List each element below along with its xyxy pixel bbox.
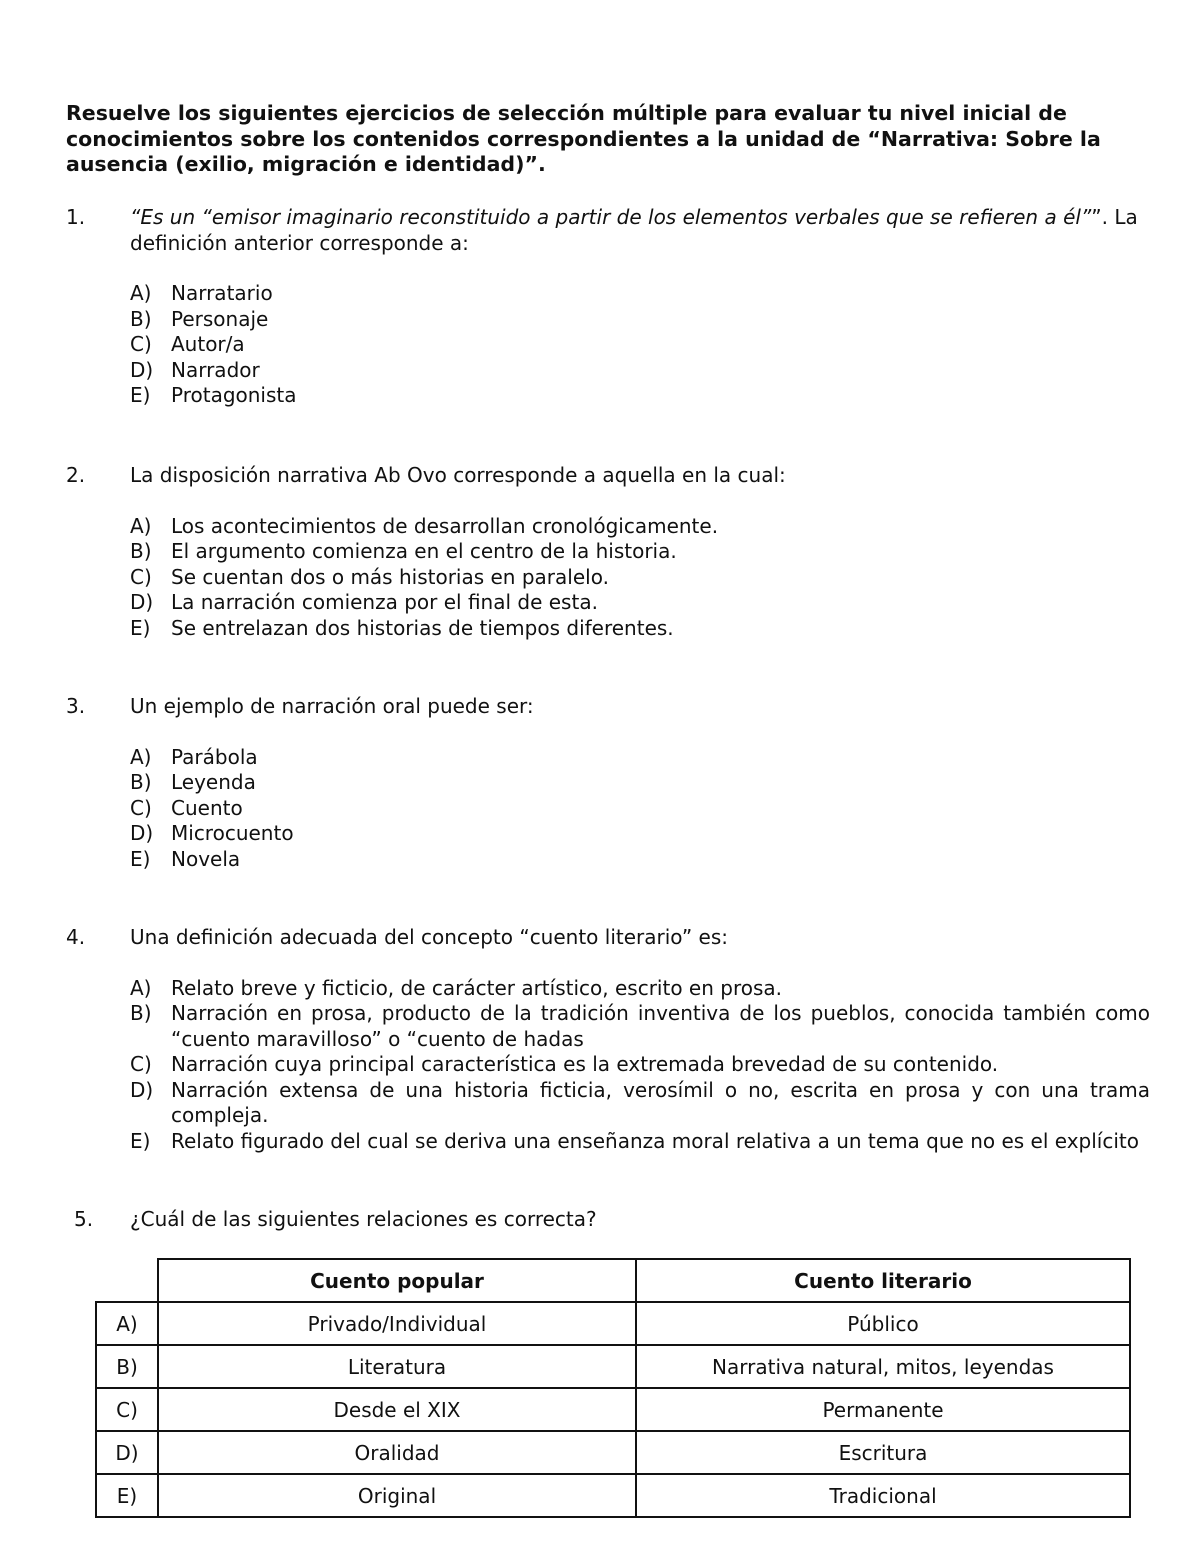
column-header-literario: Cuento literario bbox=[636, 1259, 1130, 1302]
option-text: Narración cuya principal característica es la extremada brevedad de su contenido. bbox=[171, 1052, 999, 1076]
option-text: Relato figurado del cual se deriva una enseñanza moral relativa a un tema que no es el explícito bbox=[171, 1128, 1139, 1153]
answer-option[interactable] bbox=[130, 383, 1150, 409]
option-text: Autor/a bbox=[171, 332, 245, 356]
question-text: Un ejemplo de narración oral puede ser: bbox=[130, 694, 534, 718]
question-3 bbox=[66, 694, 1150, 872]
option-letter: E) bbox=[130, 1128, 151, 1153]
answer-options bbox=[66, 745, 1150, 873]
cell-popular: Literatura bbox=[158, 1345, 636, 1388]
answer-option[interactable] bbox=[130, 1078, 1150, 1129]
answer-option[interactable] bbox=[130, 307, 1150, 333]
answer-option[interactable] bbox=[130, 358, 1150, 384]
table-corner bbox=[96, 1259, 158, 1302]
question-1 bbox=[66, 205, 1150, 409]
option-letter: C) bbox=[130, 795, 152, 820]
answer-option[interactable] bbox=[130, 847, 1150, 873]
option-letter: A) bbox=[130, 744, 152, 769]
option-text: Relato breve y ficticio, de carácter artístico, escrito en prosa. bbox=[171, 975, 782, 1000]
answer-option[interactable] bbox=[130, 976, 1150, 1002]
question-number: 1. bbox=[66, 205, 86, 229]
answer-option[interactable] bbox=[130, 616, 1150, 642]
option-text: Narración en prosa, producto de la tradición inventiva de los pueblos, conocida también como “cuento maravilloso” o “cuento de hadas bbox=[171, 1001, 1150, 1051]
answer-option[interactable] bbox=[130, 332, 1150, 358]
question-stem bbox=[66, 205, 1150, 256]
question-text: ¿Cuál de las siguientes relaciones es correcta? bbox=[130, 1207, 597, 1231]
question-number: 3. bbox=[66, 694, 86, 718]
row-letter: C) bbox=[96, 1388, 158, 1431]
question-4 bbox=[66, 925, 1150, 1154]
answer-options bbox=[66, 514, 1150, 642]
option-text: Los acontecimientos de desarrollan cronológicamente. bbox=[171, 513, 719, 538]
answer-options bbox=[66, 281, 1150, 409]
question-stem bbox=[66, 694, 1150, 720]
option-letter: D) bbox=[130, 1077, 154, 1102]
question-quote: “Es un “emisor imaginario reconstituido a partir de los elementos verbales que se refieren a él” bbox=[130, 205, 1092, 229]
option-text: Narratario bbox=[171, 281, 273, 305]
option-letter: B) bbox=[130, 1001, 152, 1025]
option-text: Leyenda bbox=[171, 770, 256, 794]
answer-options bbox=[66, 976, 1150, 1155]
table-row[interactable] bbox=[96, 1388, 1130, 1431]
option-letter: B) bbox=[130, 770, 152, 794]
option-text: Protagonista bbox=[171, 383, 297, 407]
answer-option[interactable] bbox=[130, 590, 1150, 616]
option-letter: C) bbox=[130, 564, 152, 589]
option-text: Cuento bbox=[171, 795, 243, 820]
answer-option[interactable] bbox=[130, 770, 1150, 796]
option-letter: D) bbox=[130, 357, 154, 382]
option-text: La narración comienza por el final de esta. bbox=[171, 590, 598, 614]
answer-option[interactable] bbox=[130, 514, 1150, 540]
cell-popular: Desde el XIX bbox=[158, 1388, 636, 1431]
instructions-heading: Resuelve los siguientes ejercicios de selección múltiple para evaluar tu nivel inicial de conocimientos sobre los contenidos correspondientes a la unidad de “Narrativa: Sobre la ausencia (exilio, migración e identidad)”. bbox=[66, 101, 1101, 176]
row-letter: B) bbox=[96, 1345, 158, 1388]
question-text: Una definición adecuada del concepto “cuento literario” es: bbox=[130, 925, 728, 949]
option-text: Novela bbox=[171, 846, 241, 871]
answer-option[interactable] bbox=[130, 821, 1150, 847]
question-stem bbox=[66, 925, 1150, 951]
table-row[interactable] bbox=[96, 1302, 1130, 1345]
option-letter: A) bbox=[130, 281, 152, 305]
question-text: ”. La definición anterior corresponde a: bbox=[130, 205, 1138, 255]
option-text: Personaje bbox=[171, 306, 269, 331]
answer-option[interactable] bbox=[130, 281, 1150, 307]
question-5 bbox=[74, 1207, 1158, 1233]
option-text: Narración extensa de una historia ficticia, verosímil o no, escrita en prosa y con una trama compleja. bbox=[171, 1077, 1150, 1127]
cell-popular: Original bbox=[158, 1474, 636, 1517]
question-number: 4. bbox=[66, 925, 86, 949]
answer-option[interactable] bbox=[130, 796, 1150, 822]
option-letter: B) bbox=[130, 306, 152, 331]
answer-option[interactable] bbox=[130, 1129, 1150, 1155]
option-text: Narrador bbox=[171, 357, 260, 382]
relations-table bbox=[95, 1258, 1131, 1518]
answer-option[interactable] bbox=[130, 1001, 1150, 1052]
row-letter: E) bbox=[96, 1474, 158, 1517]
question-stem bbox=[74, 1207, 1158, 1233]
table-row[interactable] bbox=[96, 1474, 1130, 1517]
question-number: 2. bbox=[66, 463, 86, 487]
question-2 bbox=[66, 463, 1150, 641]
option-letter: A) bbox=[130, 975, 152, 1000]
answer-option[interactable] bbox=[130, 1052, 1150, 1078]
table-row[interactable] bbox=[96, 1431, 1130, 1474]
cell-popular: Privado/Individual bbox=[158, 1302, 636, 1345]
option-letter: A) bbox=[130, 513, 152, 538]
cell-literario: Escritura bbox=[636, 1431, 1130, 1474]
option-text: Se entrelazan dos historias de tiempos diferentes. bbox=[171, 615, 674, 640]
cell-literario: Permanente bbox=[636, 1388, 1130, 1431]
cell-literario: Tradicional bbox=[636, 1474, 1130, 1517]
row-letter: D) bbox=[96, 1431, 158, 1474]
column-header-popular: Cuento popular bbox=[158, 1259, 636, 1302]
option-letter: D) bbox=[130, 590, 154, 614]
option-letter: C) bbox=[130, 1052, 152, 1076]
question-stem bbox=[66, 463, 1150, 489]
option-letter: E) bbox=[130, 383, 151, 407]
table-row[interactable] bbox=[96, 1345, 1130, 1388]
option-text: Se cuentan dos o más historias en paralelo. bbox=[171, 564, 609, 589]
question-text: La disposición narrativa Ab Ovo corresponde a aquella en la cual: bbox=[130, 463, 786, 487]
table-header-row bbox=[96, 1259, 1130, 1302]
option-letter: E) bbox=[130, 846, 151, 871]
answer-option[interactable] bbox=[130, 539, 1150, 565]
option-letter: B) bbox=[130, 539, 152, 563]
option-letter: D) bbox=[130, 821, 154, 845]
option-text: Parábola bbox=[171, 744, 258, 769]
cell-literario: Narrativa natural, mitos, leyendas bbox=[636, 1345, 1130, 1388]
question-number: 5. bbox=[74, 1207, 94, 1231]
cell-popular: Oralidad bbox=[158, 1431, 636, 1474]
option-letter: C) bbox=[130, 332, 152, 356]
row-letter: A) bbox=[96, 1302, 158, 1345]
answer-option[interactable] bbox=[130, 565, 1150, 591]
cell-literario: Público bbox=[636, 1302, 1130, 1345]
answer-option[interactable] bbox=[130, 745, 1150, 771]
option-text: Microcuento bbox=[171, 821, 294, 845]
option-text: El argumento comienza en el centro de la historia. bbox=[171, 539, 677, 563]
option-letter: E) bbox=[130, 615, 151, 640]
